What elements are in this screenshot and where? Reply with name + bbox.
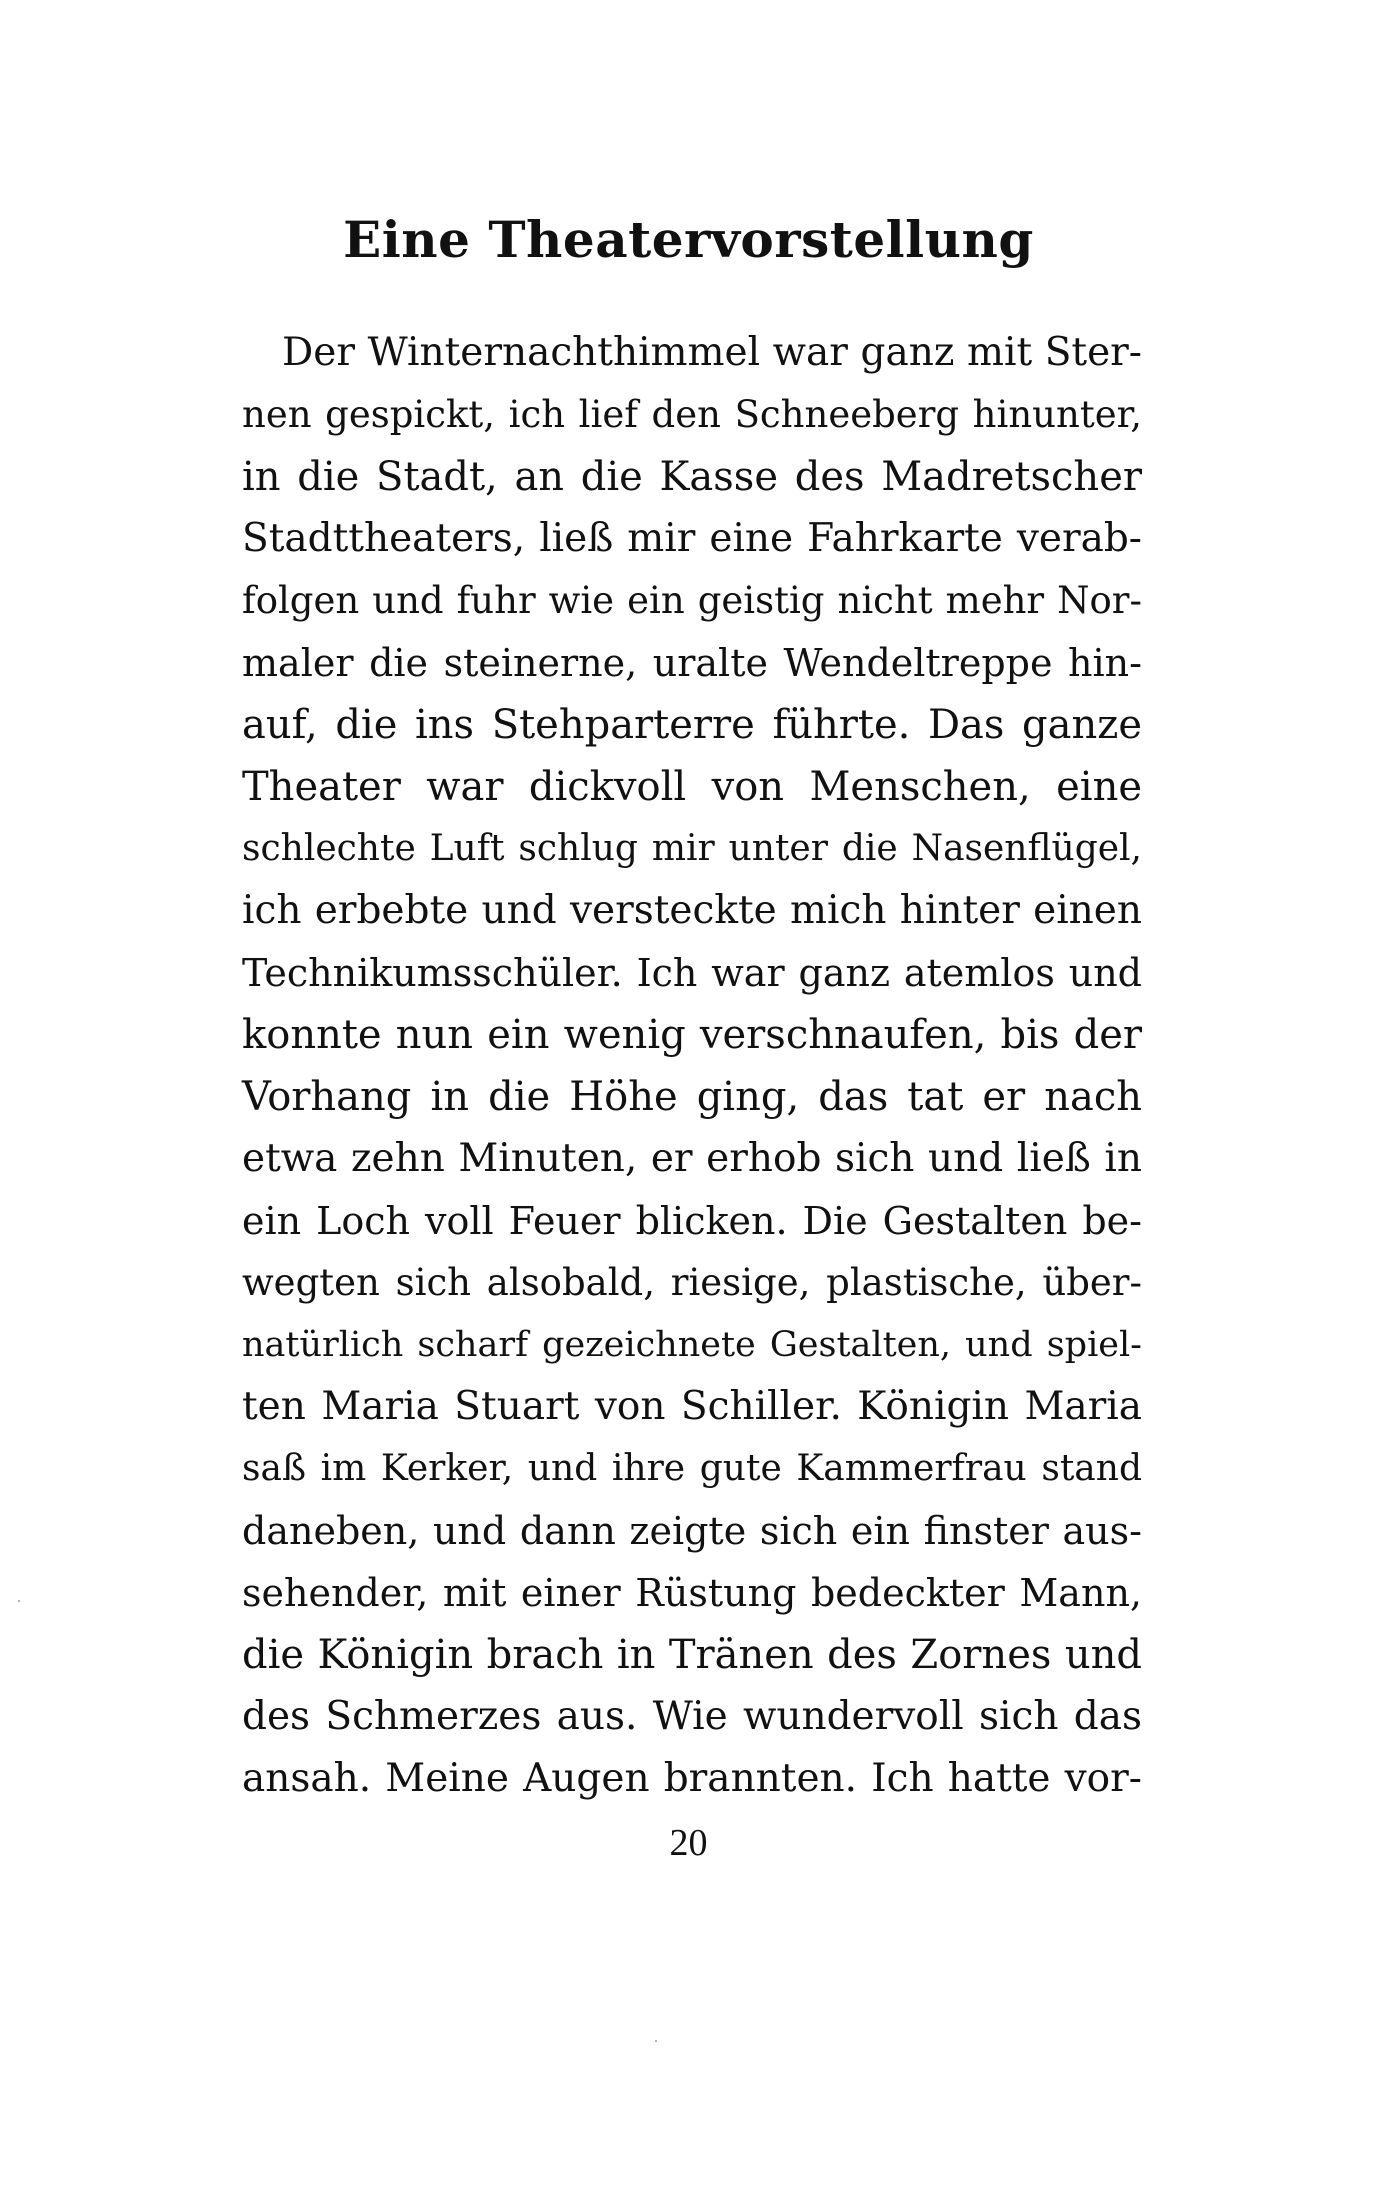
text-line: sehender, mit einer Rüstung bedeckter Mann, bbox=[242, 1571, 1142, 1615]
body-text bbox=[242, 322, 1142, 1810]
text-line: ten Maria Stuart von Schiller. Königin Maria bbox=[242, 1384, 1142, 1429]
text-line: maler die steinerne, uralte Wendeltreppe hin- bbox=[242, 641, 1142, 685]
scan-speck bbox=[655, 2040, 657, 2042]
text-line: auf, die ins Stehparterre führte. Das ganze bbox=[242, 702, 1142, 748]
text-line: nen gespickt, ich lief den Schneeberg hinunter, bbox=[242, 393, 1142, 436]
text-line: konnte nun ein wenig verschnaufen, bis der bbox=[242, 1012, 1142, 1058]
text-line: Theater war dickvoll von Menschen, eine bbox=[242, 764, 1142, 810]
text-line: wegten sich alsobald, riesige, plastische, über- bbox=[242, 1261, 1142, 1304]
text-line: folgen und fuhr wie ein geistig nicht mehr Nor- bbox=[242, 579, 1142, 622]
page-number: 20 bbox=[669, 1822, 708, 1864]
text-line: daneben, und dann zeigte sich ein finster aus- bbox=[242, 1509, 1142, 1553]
text-line: in die Stadt, an die Kasse des Madretscher bbox=[242, 454, 1142, 500]
text-line: saß im Kerker, und ihre gute Kammerfrau stand bbox=[242, 1448, 1142, 1489]
text-line: ich erbebte und versteckte mich hinter einen bbox=[242, 888, 1142, 933]
text-line: natürlich scharf gezeichnete Gestalten, und spiel- bbox=[242, 1325, 1142, 1365]
text-line: ein Loch voll Feuer blicken. Die Gestalten be- bbox=[242, 1199, 1142, 1243]
text-line: ansah. Meine Augen brannten. Ich hatte vor- bbox=[242, 1756, 1142, 1801]
text-line: Vorhang in die Höhe ging, das tat er nach bbox=[242, 1074, 1142, 1120]
text-line: Technikumsschüler. Ich war ganz atemlos und bbox=[242, 951, 1142, 995]
text-line: etwa zehn Minuten, er erhob sich und ließ in bbox=[242, 1136, 1142, 1181]
scan-speck bbox=[18, 1600, 20, 1602]
text-line: Stadttheaters, ließ mir eine Fahrkarte verab- bbox=[242, 516, 1142, 561]
text-line: schlechte Luft schlug mir unter die Nasenflügel, bbox=[242, 828, 1142, 869]
text-line: die Königin brach in Tränen des Zornes und bbox=[242, 1632, 1142, 1678]
chapter-title: Eine Theatervorstellung bbox=[343, 210, 1034, 269]
text-line: des Schmerzes aus. Wie wundervoll sich das bbox=[242, 1694, 1142, 1739]
text-line: Der Winternachthimmel war ganz mit Ster- bbox=[282, 330, 1142, 375]
